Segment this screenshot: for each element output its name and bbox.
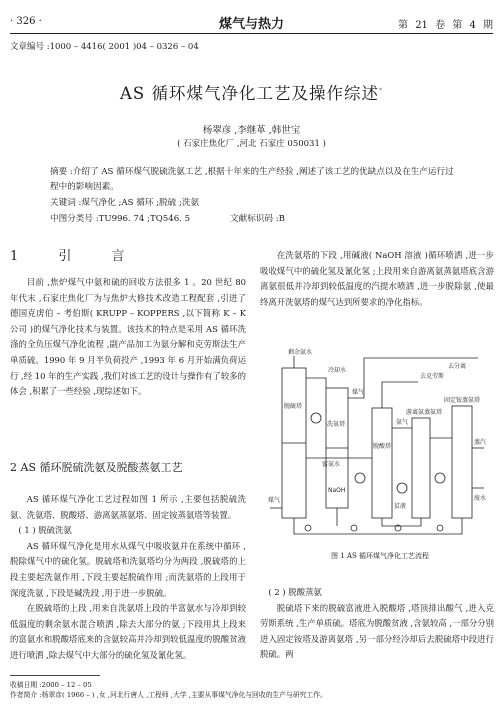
author-bio: 作者简介 :杨翠彦( 1966 – ) ,女 ,河北行唐人 ,工程师 ,大学 ,主要从事煤气净化与回收的生产与研究工作。 [10, 690, 327, 699]
running-header [10, 13, 493, 34]
intro-text [10, 275, 246, 400]
title-footnote-mark: * [378, 87, 383, 95]
label-lean-liquid: 贫液 [394, 503, 407, 510]
desulf-paragraph-3: 在洗氨塔的下段 ,用碱液( NaOH 溶液 )循环喷洒 ,进一步吸收煤气中的硫化氢及氰化氢 ;上段用来自游离氨蒸氨塔底含游离氨很低并冷却到较低温度的汽提水喷洒 ,进一步脱除氨 ,使最终离开洗氨塔的煤气达到所要求的净化指标。 [260, 250, 494, 307]
subheading-deacid: ( 2 ) 脱酸蒸氨 [268, 587, 322, 597]
affiliation: ( 石家庄焦化厂 ,河北 石家庄 050031 ) [177, 139, 326, 149]
figure-caption: 图 1 AS 循环煤气净化工艺流程 [331, 552, 429, 560]
classification-code: 中图分类号 :TU996. 74 ;TQ546. 5 [50, 214, 191, 224]
article-number: 文章编号 :1000 – 4416( 2001 )04 – 0326 – 04 [10, 42, 199, 52]
author-list: 杨翠彦 ,李继革 ,韩世宝 [202, 125, 301, 136]
label-to-separation: 去分离 [448, 363, 467, 370]
keywords: 关键词 :煤气净化 ;AS 循环 ;脱硫 ;洗氨 [50, 198, 200, 208]
received-date: 收稿日期 :2000 – 12 – 05 [10, 681, 92, 689]
label-ammonia-gas: 氨气 [396, 419, 409, 426]
right-column-text [260, 248, 494, 310]
process-flow-diagram [268, 348, 490, 544]
footnote [10, 681, 490, 700]
paper-title: AS 循环煤气净化工艺及操作综述* [120, 84, 383, 103]
label-waste-water: 废水 [474, 495, 487, 502]
label-surplus-water: 剩余氨水 [288, 349, 313, 356]
section-2-intro: AS 循环煤气净化工艺过程如图 1 所示 ,主要包括脱硫洗氨、洗氨塔、脱酸塔、游离氨蒸氨塔、固定铵蒸氨塔等装置。 [10, 494, 246, 520]
label-rich-water: 富氨水 [322, 461, 341, 468]
label-gas-in: 煤气 [268, 497, 281, 504]
label-deacid: 脱酸塔 [373, 443, 392, 450]
document-code: 文献标识码 :B [230, 214, 285, 224]
right-column-text-2 [260, 585, 494, 663]
label-ammonia-wash: 洗氨塔 [327, 421, 346, 428]
desulf-paragraph-1: AS 循环煤气净化是用水从煤气中吸收氨并在系统中循环 ,脱除煤气中的硫化氢。脱硫塔和洗氨塔均分为两段 ,脱硫塔的上段主要起洗氨作用 ,下段主要起脱硫作用 ;而洗氨塔的上段用于深度洗氨 ,下段是碱洗段 ,用于进一步脱硫。 [10, 540, 246, 598]
journal-name: 煤气与热力 [218, 17, 284, 32]
label-fixed-ammonia: 固定铵蒸氨塔 [444, 397, 481, 404]
label-steam: 蒸汽 [474, 439, 487, 446]
label-free-ammonia: 游离氨蒸氨塔 [406, 409, 443, 416]
footnote-rule [10, 675, 100, 676]
fixed-ammonia-tower-shape [452, 406, 472, 518]
section-heading-2: 2 AS 循环脱硫洗氨及脱酸蒸氨工艺 [10, 461, 183, 474]
section-2-text [10, 492, 246, 664]
label-acid-gas: 去克劳斯 [420, 373, 445, 380]
deacid-paragraph: 脱硫塔下来的脱硫富液进入脱酸塔 ,塔顶排出酸气 ,进入克劳斯系统 ,生产单质硫。塔底为脱酸贫液 ,含氨较高 ,一部分分别进入固定铵塔及游离氨塔 ,另一部分经冷却后去脱硫塔中段进行脱硫。两 [260, 602, 494, 660]
section-heading-1: 1 引 言 [10, 249, 143, 264]
label-desulf-tower: 脱硫塔 [284, 403, 303, 410]
page-number: · 326 · [10, 16, 42, 27]
abstract: 摘要 :介绍了 AS 循环煤气脱硫洗氨工艺 ,根据十年来的生产经验 ,阐述了该工艺的优缺点以及在生产运行过程中的影响因素。 [50, 167, 454, 192]
label-cooling-water: 冷却水 [328, 367, 347, 374]
intro-paragraph: 目前 ,焦炉煤气中氨和硫的回收方法很多 1 。20 世纪 80 年代末 ,石家庄焦化厂为与焦炉大修技术改造工程配套 ,引进了德国克虏伯 – 考伯斯( KRUPP – KOPPERS ,以下简称 K – K 公司 )的煤气净化技术与装置。该技术的特点是采用 AS 循环洗涤的全负压煤气净化流程 ,副产品加工为氨分解和克劳斯法生产单质硫。1990 年 9 月半负荷投产 ,1993 年 6 月开始满负荷运行 ,经 10 年的生产实践 ,我们对该工艺的设计与操作有了较多的体会 ,积累了一些经验 ,现综述如下。 [10, 277, 247, 397]
volume-issue: 第 21 卷 第 4 期 [398, 20, 493, 31]
label-naoh: NaOH [328, 487, 346, 494]
free-ammonia-tower-shape [412, 418, 430, 518]
label-gas-out: 煤气 [352, 389, 365, 396]
subheading-desulf: ( 1 ) 脱硫洗氨 [18, 525, 72, 536]
classification-line [50, 212, 450, 224]
deacid-tower-shape [372, 408, 392, 518]
desulf-paragraph-2: 在脱硫塔的上段 ,用来自洗氨塔上段的半富氨水与冷却到较低温度的剩余氨水混合喷洒 ,除去大部分的氨 ;下段用其上段来的富氨水和脱酸塔底来的含氨较高并冷却到较低温度的脱酸贫液进行喷洒 ,除去煤气中大部分的硫化氢及氰化氢。 [10, 603, 246, 660]
